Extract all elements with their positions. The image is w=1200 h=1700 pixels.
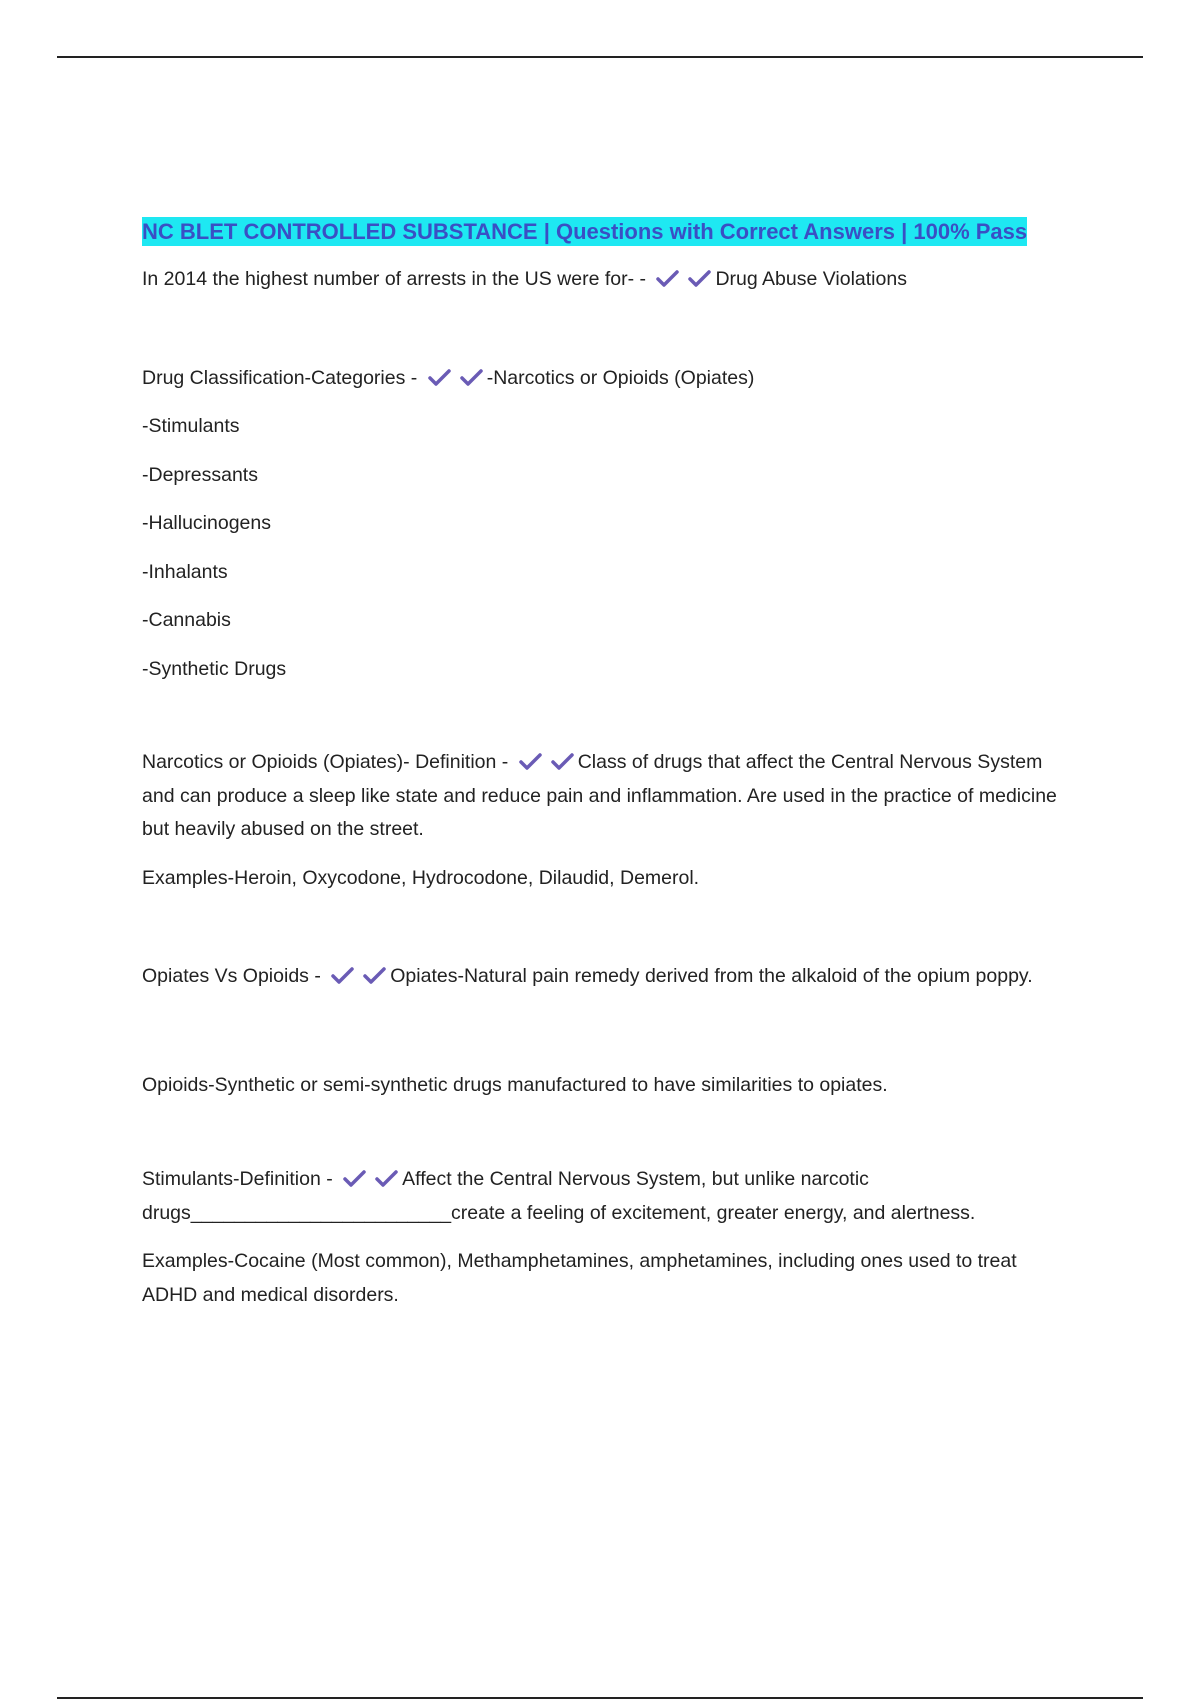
- q2-prompt: Drug Classification-Categories -: [142, 366, 418, 389]
- q4: [142, 960, 1062, 994]
- q1-prompt: In 2014 the highest number of arrests in the US were for- -: [142, 268, 647, 290]
- q3-answer: Class of drugs that affect the Central Nervous System and can produce a sleep like state and reduce pain and inflammation. Are used in the practice of medicine but heavily abused on the street.: [142, 751, 1057, 840]
- q5: [142, 1163, 1062, 1230]
- check-mark-icon: [551, 753, 574, 771]
- q5-examples: Examples-Cocaine (Most common), Methamphetamines, amphetamines, including ones used to treat ADHD and medical disorders.: [142, 1250, 1017, 1306]
- list-item: -Cannabis: [142, 609, 231, 631]
- check-mark-icon: [428, 369, 451, 387]
- list-item: -Inhalants: [142, 560, 228, 583]
- q3-prompt: Narcotics or Opioids (Opiates)- Definition -: [142, 751, 509, 773]
- q2: [142, 362, 1062, 396]
- document-title: NC BLET CONTROLLED SUBSTANCE | Questions with Correct Answers | 100% Pass: [142, 219, 1028, 244]
- check-mark-icon: [688, 270, 711, 288]
- bottom-rule: [57, 1697, 1143, 1699]
- document-body: [142, 212, 1062, 1327]
- check-mark-icon: [343, 1170, 366, 1188]
- q1-answer: Drug Abuse Violations: [715, 268, 907, 290]
- q3-examples: Examples-Heroin, Oxycodone, Hydrocodone, Dilaudid, Demerol.: [142, 866, 700, 889]
- list-item: -Stimulants: [142, 415, 240, 437]
- check-mark-icon: [656, 270, 679, 288]
- check-mark-icon: [460, 369, 483, 387]
- check-mark-icon: [331, 967, 354, 985]
- q4-prompt: Opiates Vs Opioids -: [142, 965, 321, 987]
- q4-answer: Opiates-Natural pain remedy derived from the alkaloid of the opium poppy.: [390, 965, 1033, 987]
- top-rule: [57, 56, 1143, 58]
- q2-answer: -Narcotics or Opioids (Opiates): [486, 366, 755, 389]
- check-mark-icon: [519, 753, 542, 771]
- q5-answer: Affect the Central Nervous System, but unlike narcotic drugs________________________create a feeling of excitement, greater energy, and alertness.: [142, 1168, 976, 1224]
- q4-extra: Opioids-Synthetic or semi-synthetic drugs manufactured to have similarities to opiates.: [142, 1073, 888, 1096]
- q3: [142, 746, 1062, 847]
- check-mark-icon: [375, 1170, 398, 1188]
- check-mark-icon: [363, 967, 386, 985]
- list-item: -Depressants: [142, 463, 258, 486]
- q1: [142, 263, 1062, 297]
- list-item: -Synthetic Drugs: [142, 657, 287, 680]
- q5-prompt: Stimulants-Definition -: [142, 1168, 333, 1190]
- list-item: -Hallucinogens: [142, 512, 271, 534]
